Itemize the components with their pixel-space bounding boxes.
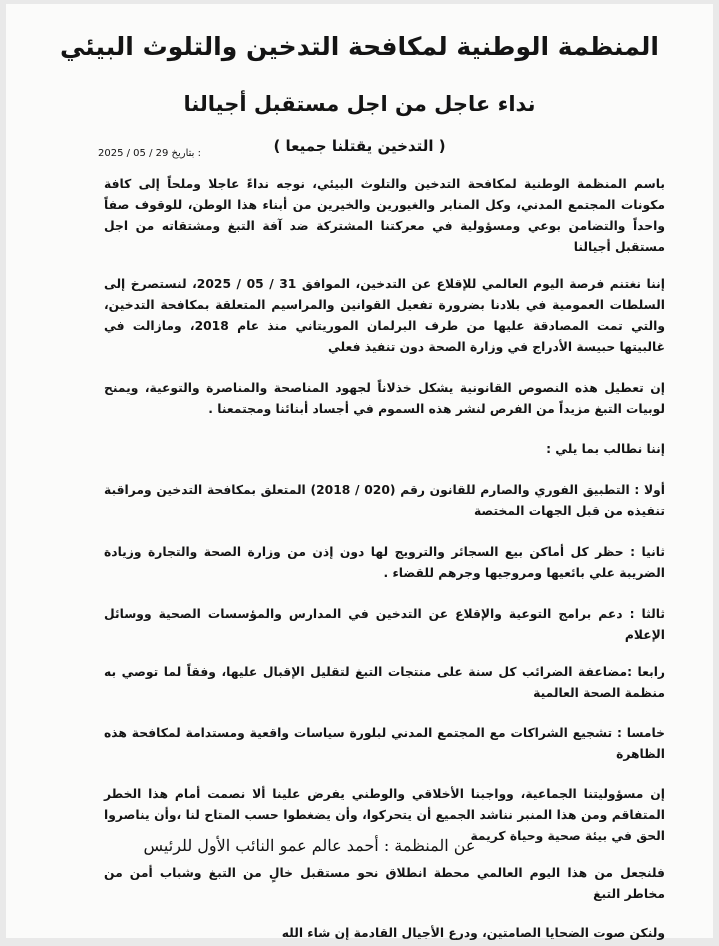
letter-body [104, 174, 665, 944]
demand-first: أولا : التطبيق الفوري والصارم للقانون رقم (020 / 2018) المتعلق بمكافحة التدخين ومراقبة تنفيذه من قبل الجهات المختصة [104, 483, 665, 518]
demand-fourth: رابعا :مضاعفة الضرائب كل سنة على منتجات التبغ لتقليل الإقبال عليها، وفقاً لما توصي به منظمة الصحة العالمية [104, 665, 665, 700]
paragraph-closing: ولنكن صوت الضحايا الصامتين، ودرع الأجيال القادمة إن شاء الله [281, 926, 665, 940]
paragraph-consequences: إن تعطيل هذه النصوص القانونية يشكل خذلاناً لجهود المناصحة والمناصرة والتوعية، ويمنح لوبيات التبغ مزيداً من الفرص لنشر هذه السموم في أجساد أبنائنا ومجتمعنا . [104, 381, 665, 416]
demand-fifth: خامسا : تشجيع الشراكات مع المجتمع المدني لبلورة سياسات واقعية ومستدامة لمكافحة هذه الظاهرة [104, 726, 665, 761]
signature-line: عن المنظمة : أحمد عالم عمو النائب الأول للرئيس [143, 836, 476, 855]
slogan: ( التدخين يقتلنا جميعا ) [273, 137, 446, 155]
paragraph-demands-intro: إننا نطالب بما يلي : [546, 442, 665, 456]
demand-second: ثانيا : حظر كل أماكن بيع السجائر والترويج لها دون إذن من وزارة الصحة والتجارة وزيادة الضريبة علي بائعيها ومروجيها وجرهم للقضاء . [104, 545, 665, 580]
date-label: بتاريخ : [171, 148, 202, 159]
paragraph-responsibility: إن مسؤوليتنا الجماعية، وواجبنا الأخلاقي والوطني يفرض علينا ألا نصمت أمام هذا الخطر المتفاقم ومن هذا المنبر نناشد الجميع أن يتحركوا، وأن يضغطوا حسب المتاح لنا ،وأن يناصروا الحق في بيئة صحية وحياة كريمة [104, 787, 665, 843]
demand-third: ثالثا : دعم برامج التوعية والإقلاع عن التدخين في المدارس والمؤسسات الصحية ووسائل الإعلام [104, 607, 665, 642]
date-value: 2025 / 05 / 29 [98, 148, 169, 159]
paragraph-call: فلنجعل من هذا اليوم العالمي محطة انطلاق نحو مستقبل خالٍ من التبغ وشباب أمن من مخاطر التبغ [104, 866, 665, 901]
date-line [98, 148, 201, 159]
paragraph-intro: باسم المنظمة الوطنية لمكافحة التدخين والتلوث البيئي، نوجه نداءً عاجلا وملحاً إلى كافة مكونات المجتمع المدني، وكل المنابر والغيورين والخيرين من أبناء هذا الوطن، للوقوف صفاً واحداً والتضامن بوعي ومسؤولية في معركتنا المشتركة ضد آفة التبغ ومشتقاته من اجل مستقبل أجيالنا [104, 177, 665, 254]
paragraph-world-day: إننا نغتنم فرصة اليوم العالمي للإقلاع عن التدخين، الموافق 31 / 05 / 2025، لنستصرخ إلى السلطات العمومية في بلادنا بضرورة تفعيل القوانين والمراسيم المتعلقة بمكافحة التدخين، والتي تمت المصادقة عليها من طرف البرلمان الموريتاني منذ عام 2018، ومازالت في غالبيتها حبيسة الأدراج في وزارة الصحة دون تنفيذ فعلي [104, 277, 666, 354]
appeal-title: نداء عاجل من اجل مستقبل أجيالنا [183, 92, 536, 116]
document-page [6, 4, 713, 938]
organization-title: المنظمة الوطنية لمكافحة التدخين والتلوث البيئي [60, 32, 659, 61]
